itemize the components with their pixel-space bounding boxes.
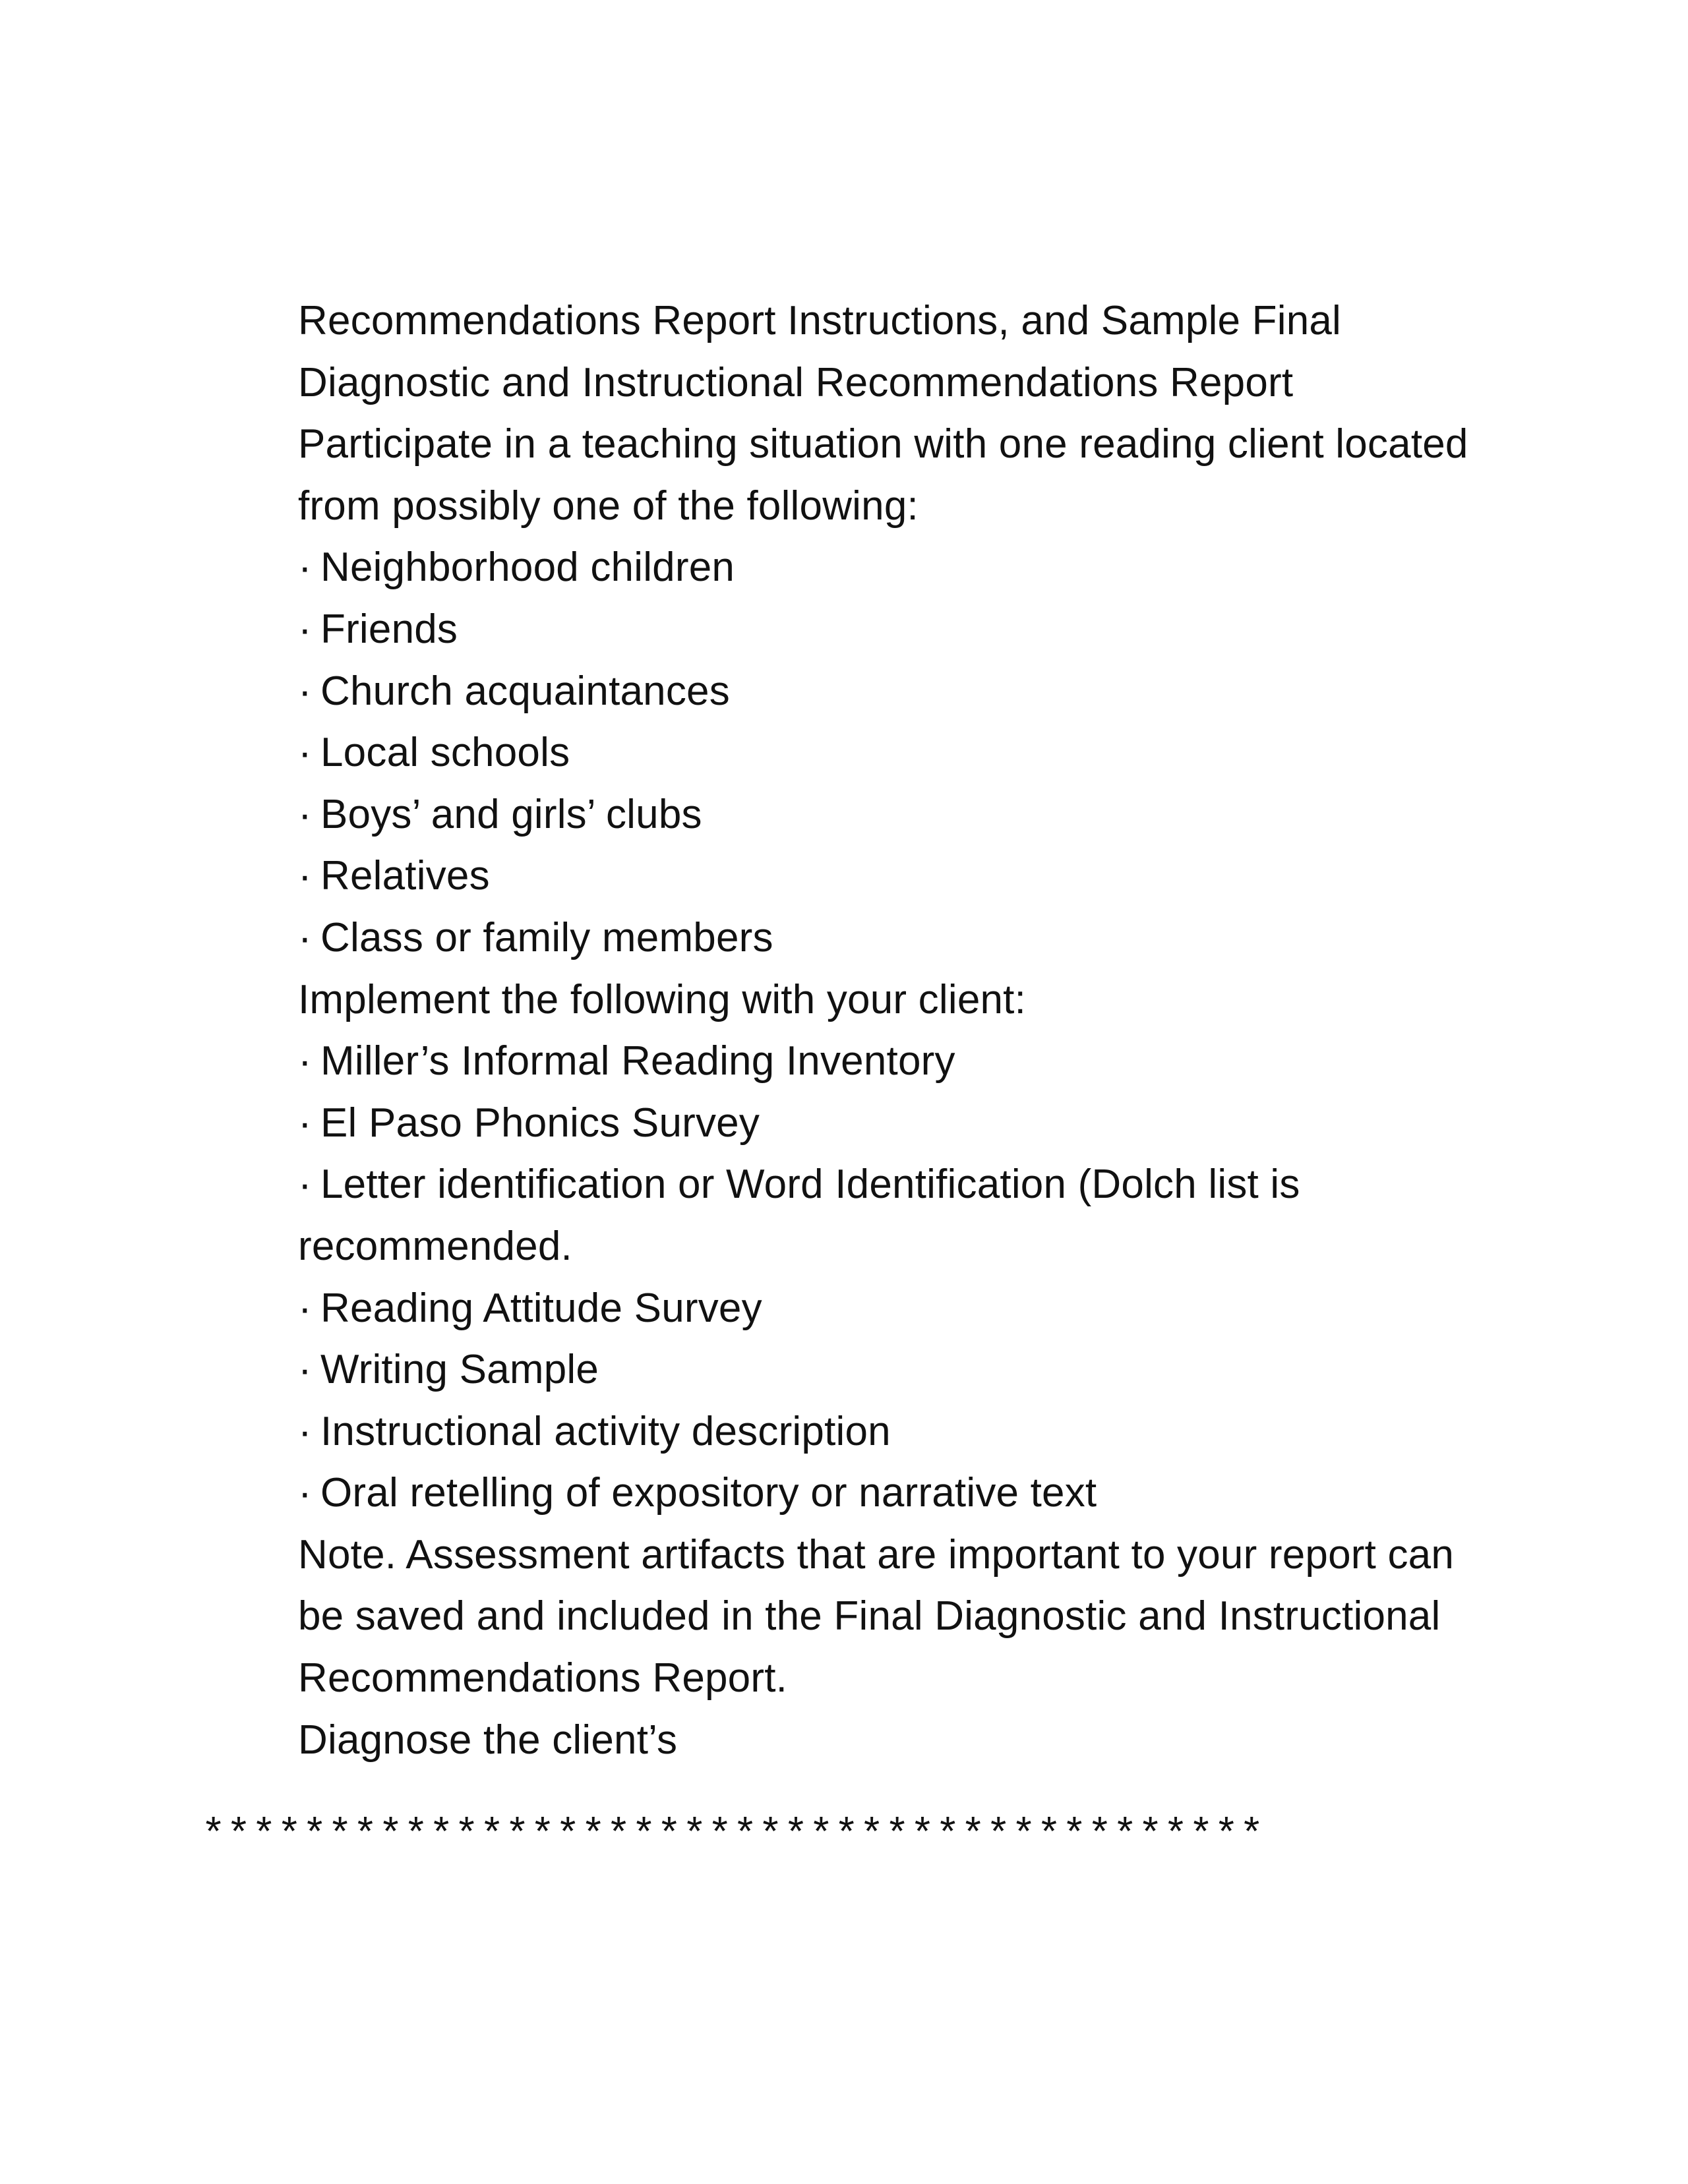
note-line: Recommendations Report. [298,1655,788,1701]
intro-line: Diagnostic and Instructional Recommendations Report [298,359,1294,405]
list-item [298,1154,1551,1216]
asterisk-divider: ****************************************** [201,1812,1265,1859]
bullet-icon: · [298,1162,312,1208]
list-item-text: Church acquaintances [320,668,730,714]
bullet-icon: · [298,1285,312,1331]
list-item-text: Relatives [320,853,490,899]
list-item-text: Instructional activity description [320,1408,891,1454]
list-item-text: Friends [320,606,458,652]
list-item-text: Miller’s Informal Reading Inventory [320,1038,955,1084]
bullet-icon: · [298,668,312,714]
list-item [298,722,1551,784]
list-item [298,1030,1551,1092]
list-item [298,907,1551,969]
list-item [298,537,1551,599]
bullet-icon: · [298,853,312,899]
bullet-icon: · [298,545,312,591]
list-item [298,1339,1551,1401]
list-item [298,784,1551,846]
note-line: be saved and included in the Final Diagnostic and Instructional [298,1593,1441,1639]
list-item-text: Boys’ and girls’ clubs [320,791,702,837]
bullet-icon: · [298,606,312,652]
list-item-text: Class or family members [320,914,773,960]
bullet-icon: · [298,1408,312,1454]
list-item-text: Writing Sample [320,1347,599,1393]
section-heading: Implement the following with your client: [298,976,1027,1022]
document-body [298,290,1551,1771]
list-item-text: Reading Attitude Survey [320,1285,762,1331]
list-item-text: Letter identification or Word Identification (Dolch list is [320,1162,1300,1208]
intro-line: Participate in a teaching situation with one reading client located [298,421,1468,467]
bullet-icon: · [298,730,312,776]
bullet-icon: · [298,914,312,960]
list-item [298,1462,1551,1524]
list-item [298,599,1551,661]
list-item [298,1092,1551,1154]
list-item-text: El Paso Phonics Survey [320,1100,760,1146]
bullet-icon: · [298,1347,312,1393]
intro-line: Recommendations Report Instructions, and Sample Final [298,298,1342,343]
list-item-text: Local schools [320,730,570,776]
closing-line: Diagnose the client’s [298,1717,678,1763]
list-item-text: Neighborhood children [320,545,735,591]
bullet-icon: · [298,1100,312,1146]
list-item [298,1401,1551,1463]
list-item-continuation: recommended. [298,1223,572,1269]
bullet-icon: · [298,1038,312,1084]
bullet-icon: · [298,1470,312,1516]
intro-line: from possibly one of the following: [298,483,919,529]
list-item [298,845,1551,907]
list-item-text: Oral retelling of expository or narrative text [320,1470,1097,1516]
bullet-icon: · [298,791,312,837]
list-item [298,661,1551,723]
list-item [298,1278,1551,1340]
note-line: Note. Assessment artifacts that are important to your report can [298,1531,1455,1578]
